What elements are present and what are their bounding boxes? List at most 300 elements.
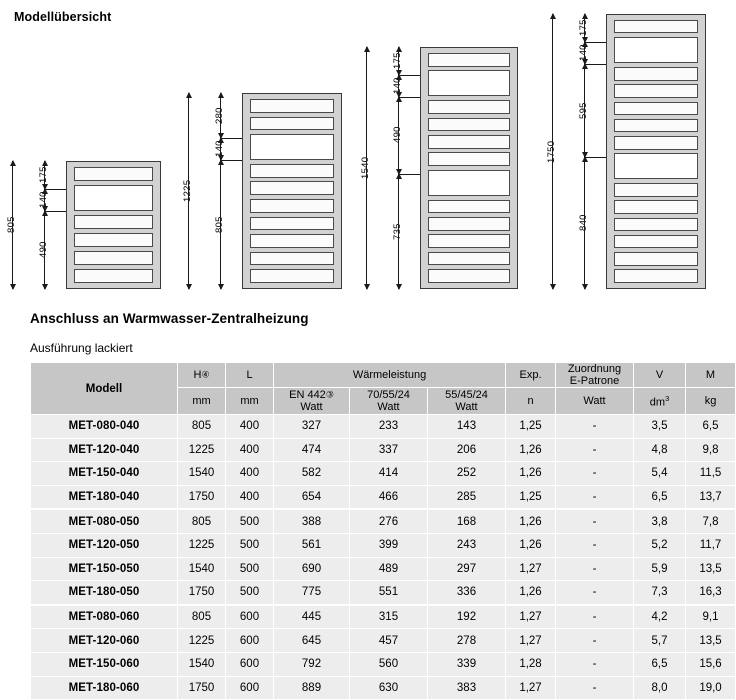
cell-l: 600 [226,605,274,629]
arrow-up-icon [396,173,402,179]
radiator-body-model-805 [66,161,161,289]
header-row-top [31,363,736,388]
cell-t705524: 630 [350,676,428,700]
cell-h: 1750 [178,676,226,700]
table-row[interactable] [31,629,736,653]
radiator-slat [250,269,334,283]
dimension-tick [584,42,606,43]
table-row[interactable] [31,605,736,629]
cell-en442: 792 [274,652,350,676]
cell-model: MET-080-050 [31,509,178,533]
dimension-tick [398,97,420,98]
unit-exp: n [506,388,556,415]
dimension-label: 735 [392,222,403,240]
cell-model: MET-150-060 [31,652,178,676]
cell-m: 9,1 [686,605,736,629]
radiator-slat [614,119,698,132]
arrow-down-icon [582,284,588,290]
cell-en442: 582 [274,462,350,486]
arrow-up-icon [582,13,588,19]
cell-en442: 474 [274,438,350,462]
cell-exp: 1,26 [506,438,556,462]
dimension-tick [584,64,606,65]
dimension-line-seg-3 [584,157,585,289]
cell-zuordnung: - [556,605,634,629]
radiator-slat [250,217,334,231]
dimension-line-seg-0 [584,14,585,42]
cell-v: 8,0 [634,676,686,700]
cell-t705524: 233 [350,415,428,439]
radiator-slat [74,233,153,247]
unit-height: mm [178,388,226,415]
arrow-down-icon [582,152,588,158]
arrow-up-icon [396,96,402,102]
cell-zuordnung: - [556,652,634,676]
cell-t705524: 489 [350,557,428,581]
cell-model: MET-180-040 [31,485,178,509]
header-length: L [226,363,274,388]
dimension-label: 595 [578,101,589,119]
arrow-up-icon [550,13,556,19]
cell-exp: 1,27 [506,629,556,653]
radiator-slat [614,235,698,248]
dimension-line-seg-2 [398,97,399,174]
cell-t554524: 243 [428,533,506,557]
table-row[interactable] [31,438,736,462]
specification-table [30,362,736,700]
cell-en442: 775 [274,581,350,605]
dimension-label: 140 [38,191,49,209]
cell-t554524: 278 [428,629,506,653]
unit-zuordnung: Watt [556,388,634,415]
cell-m: 16,3 [686,581,736,605]
cell-exp: 1,25 [506,415,556,439]
radiator-slat [614,136,698,149]
cell-exp: 1,26 [506,533,556,557]
footnote-marker-en442: ③ [325,389,334,400]
cell-zuordnung: - [556,676,634,700]
cell-zuordnung: - [556,629,634,653]
cell-zuordnung: - [556,533,634,557]
cell-en442: 889 [274,676,350,700]
arrow-up-icon [218,137,224,143]
cell-t554524: 285 [428,485,506,509]
dimension-tick [44,189,66,190]
arrow-down-icon [364,284,370,290]
header-70-55-24-label: 70/55/24 [367,389,410,401]
dimension-label: 840 [578,214,589,232]
dimension-label: 490 [38,241,49,259]
dimension-line-seg-1 [44,189,45,211]
cell-v: 3,5 [634,415,686,439]
header-zuordnung [556,363,634,388]
cell-en442: 327 [274,415,350,439]
radiator-slat [250,99,334,113]
header-waermeleistung: Wärmeleistung [274,363,506,388]
cell-model: MET-080-040 [31,415,178,439]
dimension-tick [220,138,242,139]
cell-model: MET-180-050 [31,581,178,605]
cell-en442: 445 [274,605,350,629]
cell-v: 4,2 [634,605,686,629]
radiator-slat [74,185,153,211]
cell-h: 1225 [178,438,226,462]
cell-t705524: 337 [350,438,428,462]
cell-en442: 388 [274,509,350,533]
dimension-label: 1225 [182,179,193,203]
cell-m: 11,7 [686,533,736,557]
cell-m: 6,5 [686,415,736,439]
arrow-up-icon [582,41,588,47]
radiator-slat [614,67,698,80]
header-en442-label [274,389,349,401]
dimension-label: 805 [6,216,17,234]
radiator-slat [428,100,510,114]
cell-m: 7,8 [686,509,736,533]
cell-h: 805 [178,605,226,629]
arrow-down-icon [396,70,402,76]
cell-exp: 1,28 [506,652,556,676]
cell-model: MET-120-040 [31,438,178,462]
cell-model: MET-120-060 [31,629,178,653]
cell-v: 6,5 [634,652,686,676]
arrow-up-icon [364,46,370,52]
cell-t705524: 315 [350,605,428,629]
table-row[interactable] [31,676,736,700]
radiator-slat [74,167,153,181]
table-row[interactable] [31,557,736,581]
dimension-label: 1540 [360,156,371,180]
cell-model: MET-150-040 [31,462,178,486]
cell-t554524: 383 [428,676,506,700]
radiator-body-model-1750 [606,14,706,289]
cell-zuordnung: - [556,509,634,533]
header-zuordnung-line2: E-Patrone [569,375,620,387]
arrow-up-icon [186,92,192,98]
dimension-line-seg-2 [44,211,45,289]
arrow-up-icon [42,160,48,166]
cell-t554524: 192 [428,605,506,629]
cell-l: 400 [226,415,274,439]
cell-en442: 690 [274,557,350,581]
cell-m: 13,7 [686,485,736,509]
cell-t554524: 252 [428,462,506,486]
dimension-line-total [552,14,553,289]
cell-v: 5,9 [634,557,686,581]
radiator-slat [250,134,334,160]
arrow-up-icon [218,159,224,165]
dimension-line-total [12,161,13,289]
arrow-down-icon [42,206,48,212]
dimension-line-seg-0 [398,47,399,75]
cell-zuordnung: - [556,438,634,462]
radiator-slat [250,252,334,266]
header-70-55-24 [350,388,428,415]
cell-zuordnung: - [556,557,634,581]
cell-v: 7,3 [634,581,686,605]
cell-l: 600 [226,652,274,676]
cell-h: 1225 [178,533,226,557]
cell-h: 1225 [178,629,226,653]
cell-exp: 1,26 [506,462,556,486]
arrow-down-icon [42,184,48,190]
radiator-slat [614,37,698,63]
cell-exp: 1,25 [506,485,556,509]
dimension-label: 280 [214,107,225,124]
dimension-label: 805 [214,216,225,233]
radiator-slat [428,152,510,166]
header-height [178,363,226,388]
radiator-slat [250,164,334,178]
header-volume: V [634,363,686,388]
arrow-down-icon [186,284,192,290]
cell-l: 400 [226,462,274,486]
dimension-line-seg-2 [584,64,585,158]
cell-h: 1540 [178,557,226,581]
dimension-label: 175 [38,166,49,184]
dimension-line-seg-0 [220,93,221,138]
header-en442 [274,388,350,415]
dimension-tick [220,160,242,161]
arrow-up-icon [582,63,588,69]
cell-v: 3,8 [634,509,686,533]
cell-model: MET-180-060 [31,676,178,700]
radiator-slat [614,153,698,179]
radiator-slat [428,70,510,96]
unit-length: mm [226,388,274,415]
header-55-45-24-label: 55/45/24 [445,389,488,401]
cell-l: 500 [226,581,274,605]
cell-t705524: 560 [350,652,428,676]
radiator-slat [614,269,698,282]
dimension-line-seg-2 [220,160,221,289]
cell-l: 600 [226,629,274,653]
dimension-line-seg-1 [584,42,585,64]
cell-l: 400 [226,485,274,509]
cell-exp: 1,27 [506,605,556,629]
dimension-tick [44,211,66,212]
cell-t705524: 457 [350,629,428,653]
dimension-tick [584,157,606,158]
cell-v: 4,8 [634,438,686,462]
cell-v: 5,2 [634,533,686,557]
cell-t554524: 297 [428,557,506,581]
cell-zuordnung: - [556,485,634,509]
dimension-tick [398,75,420,76]
arrow-down-icon [582,37,588,43]
dimension-line-seg-1 [220,138,221,160]
table-row[interactable] [31,581,736,605]
cell-h: 1750 [178,485,226,509]
unit-volume [634,388,686,415]
arrow-down-icon [396,169,402,175]
header-height-label: H [193,369,202,381]
arrow-down-icon [218,284,224,290]
arrow-up-icon [582,156,588,162]
radiator-slat [614,252,698,265]
table-row[interactable] [31,485,736,509]
unit-55-45-24: Watt [455,401,478,413]
unit-en442: Watt [300,401,323,413]
table-row[interactable] [31,533,736,557]
radiator-slat [428,217,510,231]
drawing-model-1225 [0,0,700,300]
cell-t705524: 399 [350,533,428,557]
cell-t705524: 414 [350,462,428,486]
dimension-line-total [188,93,189,289]
section-title: Anschluss an Warmwasser-Zentralheizung [30,311,309,326]
radiator-slat [428,135,510,149]
radiator-body-model-1225 [242,93,342,289]
dimension-label: 140 [392,77,403,94]
radiator-slat [614,84,698,97]
dimension-label: 175 [392,52,403,70]
cell-model: MET-080-060 [31,605,178,629]
cell-h: 805 [178,509,226,533]
dimension-label: 490 [392,126,403,144]
cell-exp: 1,26 [506,581,556,605]
radiator-slat [74,215,153,229]
table-header [31,363,736,415]
cell-m: 13,5 [686,629,736,653]
arrow-down-icon [218,133,224,139]
table-row[interactable] [31,462,736,486]
cell-h: 1540 [178,652,226,676]
arrow-up-icon [396,46,402,52]
cell-l: 500 [226,509,274,533]
dimension-label: 140 [214,140,225,158]
cell-t554524: 336 [428,581,506,605]
arrow-down-icon [10,284,16,290]
dimension-label: 140 [578,44,589,61]
header-mass: M [686,363,736,388]
arrow-up-icon [218,92,224,98]
cell-zuordnung: - [556,581,634,605]
table-body [31,415,736,700]
radiator-slat [614,20,698,33]
header-en442-text: EN 442 [289,389,326,401]
radiator-slat [428,269,510,283]
radiator-slat [428,252,510,266]
radiator-slat [614,183,698,196]
cell-t554524: 339 [428,652,506,676]
dimension-label: 1750 [546,140,557,163]
page-title: Modellübersicht [14,10,112,24]
header-modell: Modell [31,363,178,415]
dimension-line-seg-3 [398,174,399,290]
radiator-slat [250,199,334,213]
cell-t705524: 466 [350,485,428,509]
arrow-down-icon [218,155,224,161]
radiator-slat [428,200,510,214]
radiator-slat [250,234,334,248]
radiator-slat [428,170,510,196]
unit-volume-text: dm [649,396,666,409]
cell-h: 1750 [178,581,226,605]
arrow-up-icon [396,74,402,80]
cell-m: 11,5 [686,462,736,486]
arrow-up-icon [10,160,16,166]
unit-volume-exponent: 3 [665,393,670,403]
dimension-line-seg-1 [398,75,399,97]
unit-70-55-24: Watt [377,401,400,413]
cell-h: 805 [178,415,226,439]
header-exp: Exp. [506,363,556,388]
radiator-slat [428,118,510,132]
cell-zuordnung: - [556,415,634,439]
cell-model: MET-150-050 [31,557,178,581]
radiator-slat [614,218,698,231]
cell-t705524: 276 [350,509,428,533]
dimension-line-seg-0 [44,161,45,189]
radiator-slat [74,251,153,265]
radiator-body-model-1540 [420,47,518,289]
cell-m: 13,5 [686,557,736,581]
cell-exp: 1,27 [506,676,556,700]
cell-v: 6,5 [634,485,686,509]
cell-h: 1540 [178,462,226,486]
cell-model: MET-120-050 [31,533,178,557]
dimension-label: 175 [578,19,589,37]
header-zuordnung-line1: Zuordnung [567,363,622,375]
cell-m: 19,0 [686,676,736,700]
table-row[interactable] [31,509,736,533]
cell-v: 5,7 [634,629,686,653]
cell-l: 400 [226,438,274,462]
cell-m: 15,6 [686,652,736,676]
footnote-marker-h: ④ [201,369,210,380]
cell-en442: 561 [274,533,350,557]
cell-v: 5,4 [634,462,686,486]
dimension-tick [398,174,420,175]
cell-zuordnung: - [556,462,634,486]
cell-t554524: 168 [428,509,506,533]
arrow-down-icon [396,284,402,290]
radiator-slat [428,234,510,248]
cell-en442: 654 [274,485,350,509]
cell-m: 9,8 [686,438,736,462]
cell-l: 500 [226,557,274,581]
arrow-up-icon [42,210,48,216]
header-55-45-24 [428,388,506,415]
radiator-slat [74,269,153,283]
arrow-down-icon [550,284,556,290]
cell-t554524: 206 [428,438,506,462]
cell-l: 500 [226,533,274,557]
cell-exp: 1,26 [506,509,556,533]
cell-en442: 645 [274,629,350,653]
model-drawings [0,0,700,300]
dimension-line-total [366,47,367,289]
cell-t705524: 551 [350,581,428,605]
table-row[interactable] [31,652,736,676]
arrow-down-icon [582,59,588,65]
unit-mass: kg [686,388,736,415]
section-subtitle: Ausführung lackiert [30,341,133,355]
arrow-down-icon [396,92,402,98]
table-row[interactable] [31,415,736,439]
radiator-slat [428,53,510,67]
radiator-slat [614,200,698,213]
drawing-model-805 [0,0,700,300]
cell-l: 600 [226,676,274,700]
drawing-model-1540 [0,0,700,300]
arrow-up-icon [42,188,48,194]
radiator-slat [250,181,334,195]
arrow-down-icon [42,284,48,290]
radiator-slat [250,117,334,131]
radiator-slat [614,102,698,115]
